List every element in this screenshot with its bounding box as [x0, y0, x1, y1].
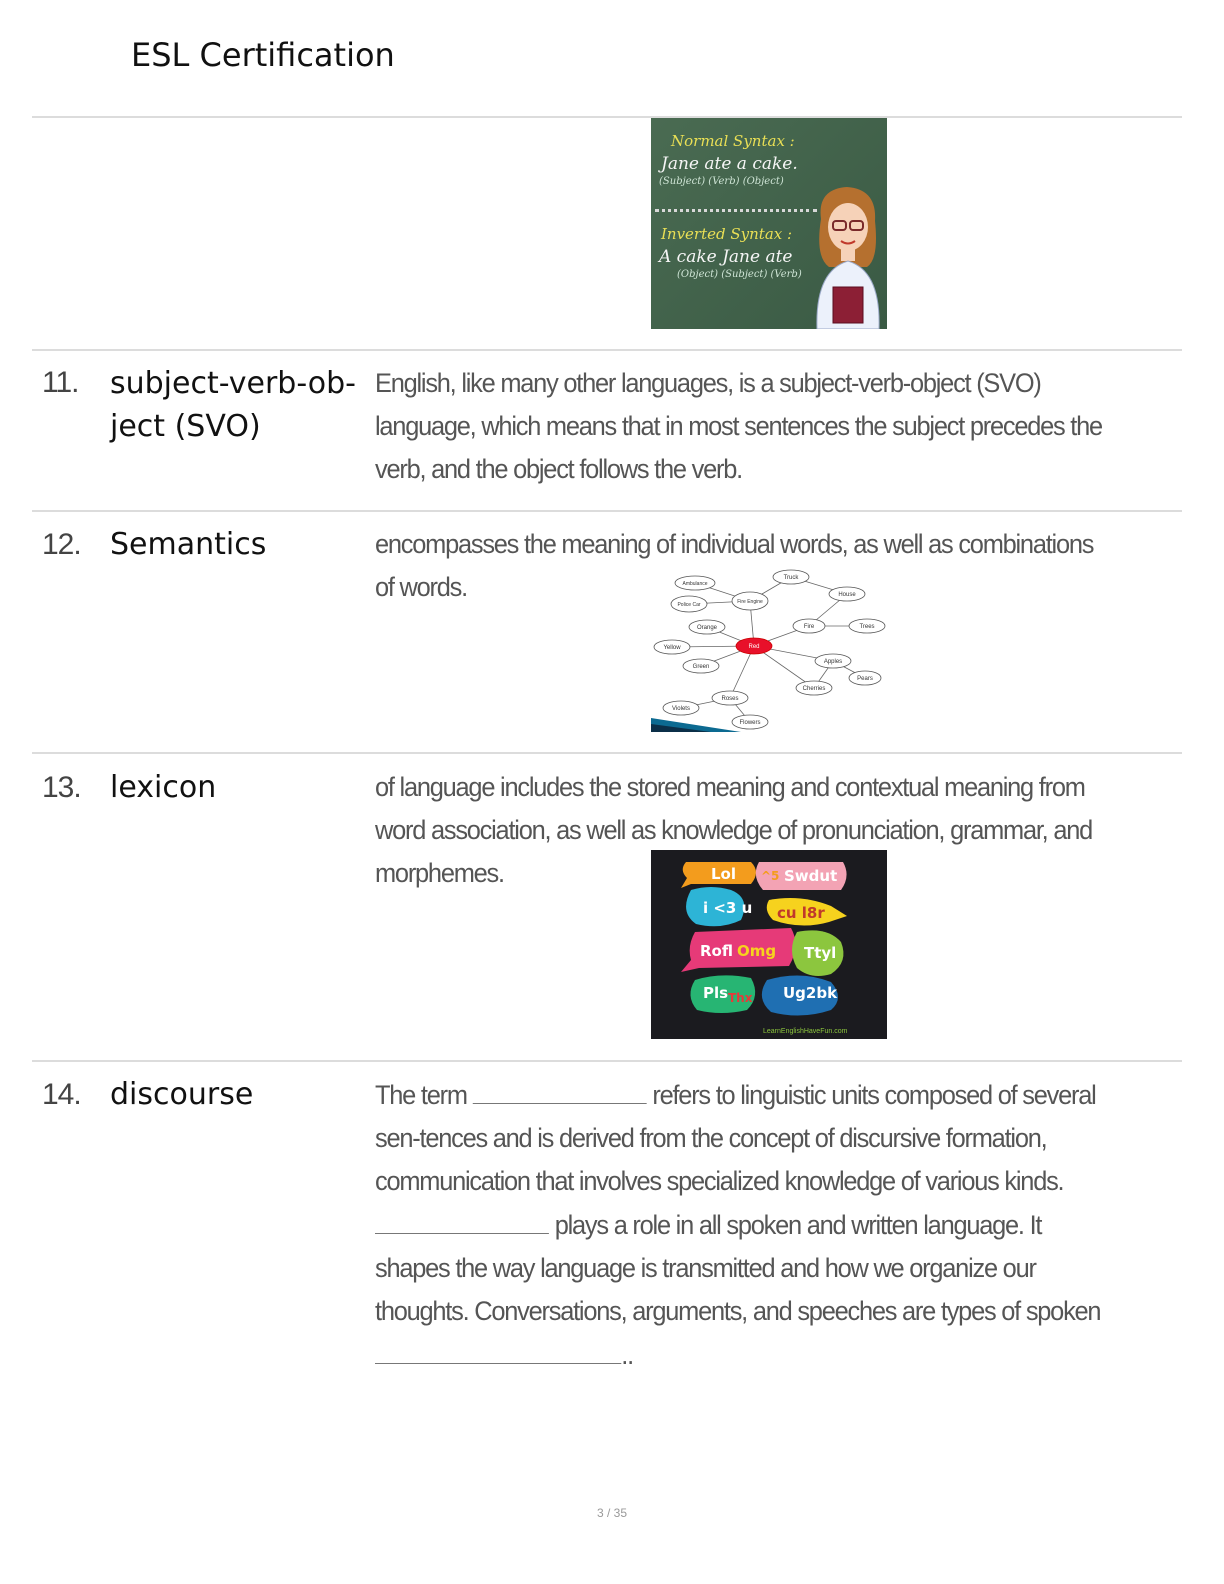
- semantic-node-label: Fire Engine: [737, 599, 763, 605]
- bubble-text: Lol: [711, 865, 737, 883]
- definition-text: ..: [621, 1340, 633, 1370]
- entry-term: Semantics: [110, 527, 267, 562]
- semantic-map-image: [651, 566, 887, 732]
- semantic-node-label: Police Car: [677, 602, 701, 608]
- entry-number: 11.: [42, 366, 79, 399]
- entry-definition: encompasses the meaning of individual words, as well as combinations of words.: [375, 529, 1094, 602]
- bubble-text: Omg: [737, 942, 777, 960]
- entry-term-line: subject-verb-ob-: [110, 366, 356, 401]
- entry-number: 13.: [42, 771, 81, 804]
- entry-definition: of language includes the stored meaning and contextual meaning from word association, as well as knowledge of pronunciation, grammar, and morphemes.: [375, 772, 1092, 888]
- bubble-text: Ug2bk: [783, 984, 838, 1002]
- chalk-divider: [655, 209, 817, 212]
- bubble-text: i <3 u: [703, 899, 753, 917]
- bubble-text: ^5: [761, 869, 780, 883]
- page-number: 3 / 35: [596, 1506, 628, 1520]
- entry-number: 12.: [42, 528, 81, 561]
- semantic-node-label: Green: [692, 664, 710, 670]
- entry-number: 14.: [42, 1078, 81, 1111]
- normal-syntax-sentence: Jane ate a cake.: [661, 154, 798, 174]
- semantic-node-label: Red: [748, 644, 760, 650]
- entry-definition: English, like many other languages, is a subject-verb-object (SVO) language, which means that in most sentences the subject precedes the verb, and the object follows the verb.: [375, 368, 1102, 484]
- entry-term: lexicon: [110, 770, 217, 805]
- fill-in-blank: [375, 1333, 621, 1364]
- definition-text: plays a role in all spoken and written language. It shapes the way language is transmitted and how we organize our thoughts. Conversations, arguments, and speeches are types of spoken: [375, 1210, 1101, 1326]
- semantic-node-label: Roses: [721, 696, 739, 702]
- semantic-node-label: Apples: [823, 659, 843, 665]
- bubble-text: Swdut: [784, 867, 838, 885]
- fill-in-blank: [473, 1073, 647, 1104]
- bubble-text: Rofl: [700, 942, 733, 960]
- bubble-text: Pls: [703, 984, 729, 1002]
- definition-text: The term: [375, 1080, 467, 1110]
- image-credit: LearnEnglishHaveFun.com: [763, 1028, 848, 1035]
- divider: [32, 116, 1182, 118]
- speech-bubbles: [651, 850, 887, 1039]
- normal-syntax-label: Normal Syntax :: [671, 132, 795, 150]
- inverted-syntax-roles: (Object) (Subject) (Verb): [677, 269, 802, 280]
- entry-term: discourse: [110, 1077, 254, 1112]
- definition-text: refers to linguistic units composed of several sen-tences and is derived from the concept of discursive formation, communication that involves specialized knowledge of various kinds.: [375, 1080, 1096, 1196]
- semantic-node-label: Violets: [672, 706, 690, 712]
- divider: [32, 349, 1182, 351]
- bubble-text: Ttyl: [804, 944, 837, 962]
- inverted-syntax-label: Inverted Syntax :: [661, 225, 793, 243]
- teacher-illustration: [807, 179, 887, 329]
- semantic-node-label: Truck: [783, 575, 799, 581]
- semantic-node-label: Trees: [859, 624, 875, 630]
- semantic-node-label: Cherries: [802, 686, 826, 692]
- normal-syntax-roles: (Subject) (Verb) (Object): [659, 176, 784, 187]
- bubble-text: cu l8r: [777, 904, 825, 922]
- divider: [32, 752, 1182, 754]
- semantic-node-label: Ambulance: [682, 581, 708, 587]
- entry-term: [110, 362, 356, 448]
- page-title: ESL Certification: [131, 36, 395, 74]
- entry-definition: [375, 1073, 1118, 1377]
- divider: [32, 510, 1182, 512]
- semantic-node-label: Yellow: [663, 645, 681, 651]
- syntax-chalkboard-image: [651, 118, 887, 329]
- semantic-node-label: Pears: [857, 676, 873, 682]
- inverted-syntax-sentence: A cake Jane ate: [659, 247, 793, 267]
- semantic-node-label: Flowers: [739, 720, 761, 726]
- semantic-network: [651, 566, 887, 732]
- semantic-node-label: House: [838, 592, 856, 598]
- semantic-node-label: Fire: [803, 624, 815, 630]
- divider: [32, 1060, 1182, 1062]
- texting-abbreviations-image: [651, 850, 887, 1039]
- bubble-text: Thx: [728, 991, 753, 1005]
- semantic-node-label: Orange: [696, 625, 718, 631]
- fill-in-blank: [375, 1203, 549, 1234]
- entry-term-line: ject (SVO): [110, 409, 261, 444]
